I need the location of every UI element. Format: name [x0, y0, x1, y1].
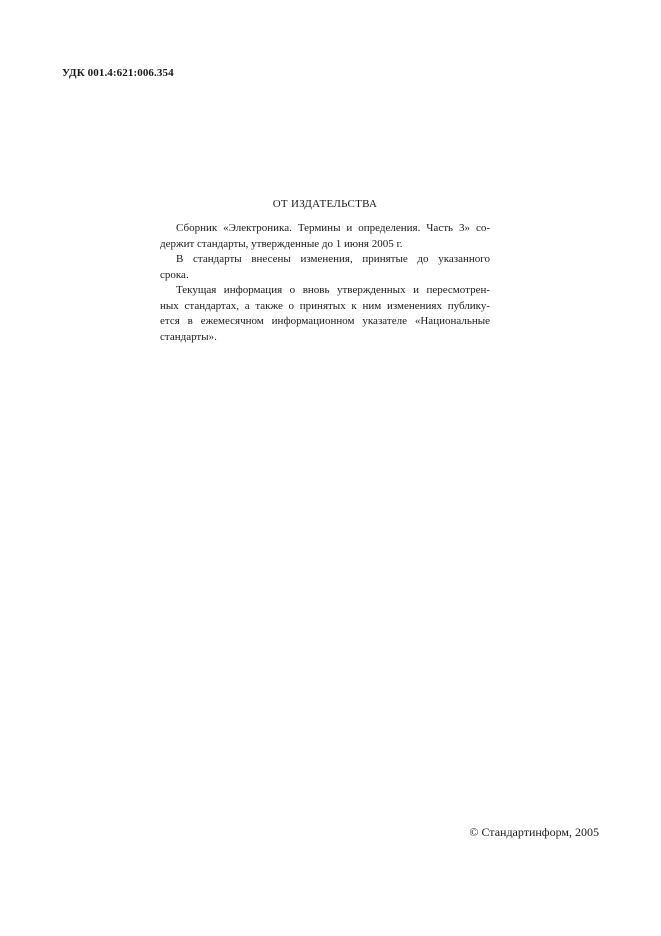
paragraph-line: Сборник «Электроника. Термины и определения. Часть 3» со- [176, 222, 490, 234]
paragraph-line: стандарты». [160, 330, 217, 343]
paragraph-line: держит стандарты, утвержденные до 1 июня 2005 г. [160, 237, 403, 250]
paragraph-line: Текущая информация о вновь утвержденных и пересмотрен- [176, 284, 490, 296]
udk-code: УДК 001.4:621:006.354 [62, 67, 174, 79]
section-title: ОТ ИЗДАТЕЛЬСТВА [272, 198, 378, 210]
paragraph-line: В стандарты внесены изменения, принятые до указанного [176, 253, 490, 265]
paragraph-current-info [160, 283, 490, 345]
paragraph-line: срока. [160, 268, 189, 281]
paragraph-amendments [160, 252, 490, 283]
copyright-notice: © Стандартинформ, 2005 [469, 825, 599, 839]
paragraph-contents [160, 221, 490, 252]
paragraph-line: ных стандартах, а также о принятых к ним изменениях публику- [160, 299, 490, 312]
paragraph-line: ется в ежемесячном информационном указателе «Национальные [160, 315, 490, 327]
